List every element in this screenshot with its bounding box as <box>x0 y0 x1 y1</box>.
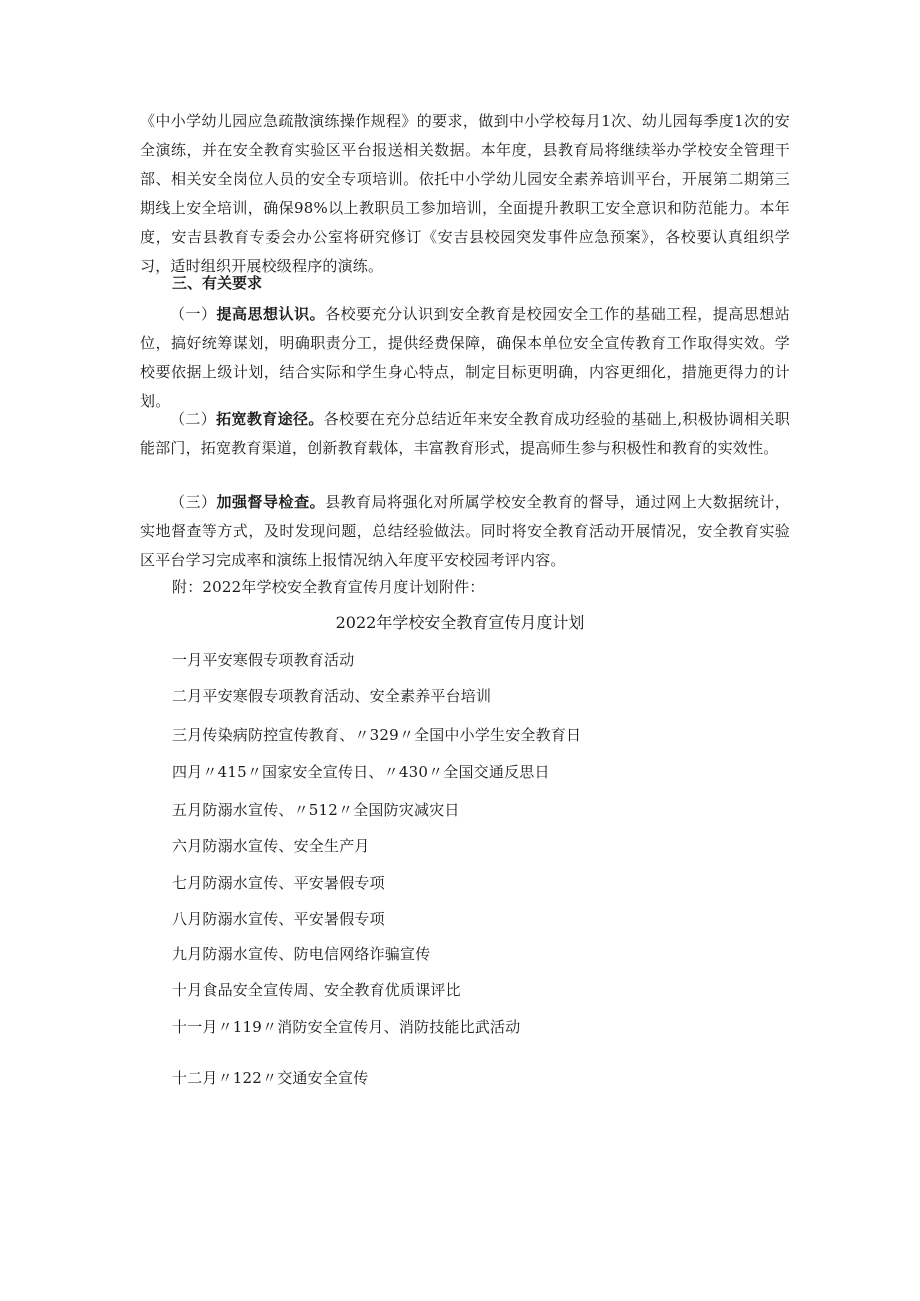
plan-item-apr: 四月〃415〃国家安全宣传日、〃430〃全国交通反思日 <box>172 763 550 781</box>
plan-item-jun: 六月防溺水宣传、安全生产月 <box>172 837 370 855</box>
plan-item-jan: 一月平安寒假专项教育活动 <box>172 651 355 669</box>
requirement-2-number: （二） <box>170 410 217 428</box>
plan-item-may: 五月防溺水宣传、〃512〃全国防灾减灾日 <box>172 801 460 819</box>
plan-item-nov: 十一月〃119〃消防安全宣传月、消防技能比武活动 <box>172 1018 521 1036</box>
requirement-3 <box>140 488 790 575</box>
requirement-3-number: （三） <box>170 493 217 511</box>
attachment-note: 附：2022年学校安全教育宣传月度计划附件： <box>172 578 485 596</box>
plan-item-mar: 三月传染病防控宣传教育、〃329〃全国中小学生安全教育日 <box>172 726 582 744</box>
plan-item-dec: 十二月〃122〃交通安全宣传 <box>172 1069 369 1087</box>
requirement-2-text: 各校要在充分总结近年来安全教育成功经验的基础上,积极协调相关职能部门，拓宽教育渠道，创新教育载体，丰富教育形式，提高师生参与积极性和教育的实效性。 <box>140 410 791 457</box>
requirement-3-title: 加强督导检查。 <box>216 493 326 511</box>
requirement-2 <box>140 405 790 463</box>
plan-item-jul: 七月防溺水宣传、平安暑假专项 <box>172 874 385 892</box>
requirement-2-title: 拓宽教育途径。 <box>216 410 324 428</box>
requirement-1-number: （一） <box>170 305 217 323</box>
requirement-1-title: 提高思想认识。 <box>216 305 326 323</box>
section-heading: 三、有关要求 <box>172 274 263 292</box>
requirement-3-text: 县教育局将强化对所属学校安全教育的督导，通过网上大数据统计，实地督查等方式，及时发现问题，总结经验做法。同时将安全教育活动开展情况，安全教育实验区平台学习完成率和演练上报情况纳入年度平安校园考评内容。 <box>140 493 790 569</box>
plan-item-sep: 九月防溺水宣传、防电信网络诈骗宣传 <box>172 945 431 963</box>
plan-title: 2022年学校安全教育宣传月度计划 <box>335 613 585 632</box>
requirement-1 <box>140 300 790 416</box>
intro-paragraph: 《中小学幼儿园应急疏散演练操作规程》的要求，做到中小学校每月1次、幼儿园每季度1次的安全演练，并在安全教育实验区平台报送相关数据。本年度，县教育局将继续举办学校安全管理干部、相关安全岗位人员的安全专项培训。依托中小学幼儿园安全素养培训平台，开展第二期第三期线上安全培训，确保98%以上教职员工参加培训，全面提升教职工安全意识和防范能力。本年度，安吉县教育专委会办公室将研究修订《安吉县校园突发事件应急预案》，各校要认真组织学习，适时组织开展校级程序的演练。 <box>140 112 790 275</box>
requirement-1-text: 各校要充分认识到安全教育是校园安全工作的基础工程，提高思想站位，搞好统筹谋划，明确职责分工，提供经费保障，确保本单位安全宣传教育工作取得实效。学校要依据上级计划，结合实际和学生身心特点，制定目标更明确，内容更细化，措施更得力的计划。 <box>140 305 790 410</box>
plan-item-aug: 八月防溺水宣传、平安暑假专项 <box>172 910 385 928</box>
plan-item-feb: 二月平安寒假专项教育活动、安全素养平台培训 <box>172 687 492 705</box>
plan-item-oct: 十月食品安全宣传周、安全教育优质课评比 <box>172 981 461 999</box>
